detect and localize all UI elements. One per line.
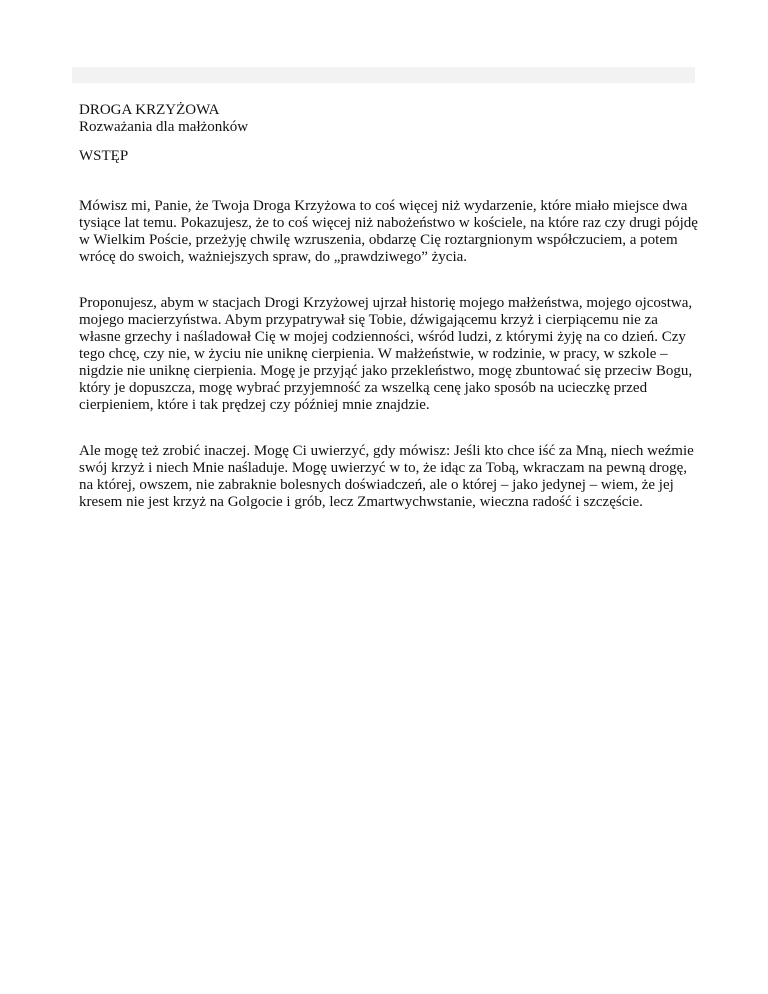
document-title: DROGA KRZYŻOWA xyxy=(79,102,220,118)
header-bar xyxy=(72,67,695,83)
document-body xyxy=(79,102,699,511)
document-subtitle: Rozważania dla małżonków xyxy=(79,119,249,135)
paragraph-3: Ale mogę też zrobić inaczej. Mogę Ci uwierzyć, gdy mówisz: Jeśli kto chce iść za Mną, niech weźmie swój krzyż i niech Mnie naśladuje. Mogę uwierzyć w to, że idąc za Tobą, wkraczam na pewną drogę, na której, owszem, nie zabraknie bolesnych doświadczeń, ale o której – jako jedynej – wiem, że jej kresem nie jest krzyż na Golgocie i grób, lecz Zmartwychwstanie, wieczna radość i szczęście. xyxy=(79,443,694,510)
paragraph-2: Proponujesz, abym w stacjach Drogi Krzyżowej ujrzał historię mojego małżeństwa, mojego ojcostwa, mojego macierzyństwa. Abym przypatrywał się Tobie, dźwigającemu krzyż i cierpiącemu nie za własne grzechy i naśladował Cię w mojej codzienności, wśród ludzi, z którymi żyję na co dzień. Czy tego chcę, czy nie, w życiu nie uniknę cierpienia. W małżeństwie, w rodzinie, w pracy, w szkole – nigdzie nie uniknę cierpienia. Mogę je przyjąć jako przekleństwo, mogę zbuntować się przeciw Bogu, który je dopuszcza, mogę wybrać przyjemność za wszelką cenę jako sposób na ucieczkę przed cierpieniem, które i tak prędzej czy później mnie znajdzie. xyxy=(79,295,693,413)
paragraph-1: Mówisz mi, Panie, że Twoja Droga Krzyżowa to coś więcej niż wydarzenie, które miało miejsce dwa tysiące lat temu. Pokazujesz, że to coś więcej niż nabożeństwo w kościele, na które raz czy drugi pójdę w Wielkim Poście, przeżyję chwilę wzruszenia, obdarzę Cię roztargnionym współczuciem, a potem wrócę do swoich, ważniejszych spraw, do „prawdziwego” życia. xyxy=(79,198,698,265)
section-heading: WSTĘP xyxy=(79,148,129,164)
